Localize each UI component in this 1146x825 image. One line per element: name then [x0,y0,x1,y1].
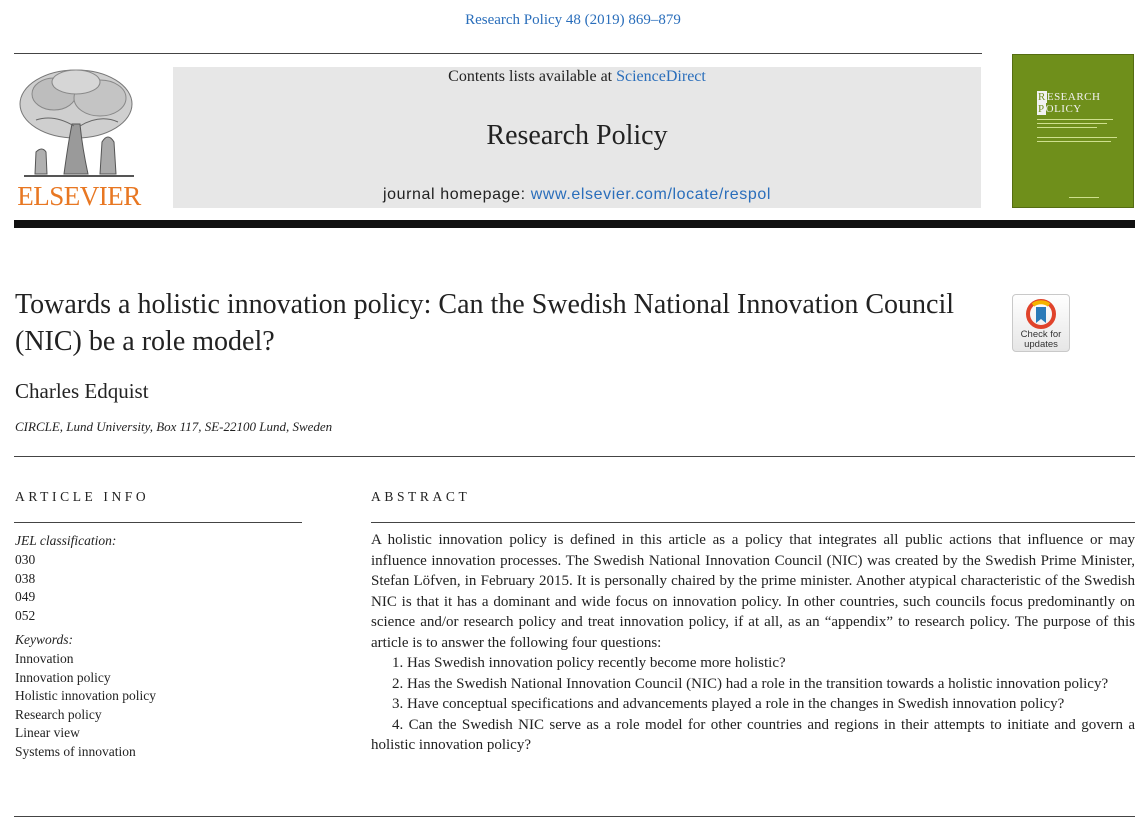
contents-availability [173,68,981,86]
cover-subtitle-line [1037,119,1113,120]
cover-subtitle-line [1037,137,1117,138]
check-updates-label [1013,330,1069,350]
cover-subtitle-line [1037,123,1107,124]
jel-classification-label: JEL classification: [15,533,117,548]
check-for-updates-button[interactable] [1012,294,1070,352]
header-thick-rule [14,220,1135,228]
keyword-item: Innovation policy [15,669,111,685]
abstract-intro: A holistic innovation policy is defined in this article as a policy that integrates all public actions that influence or may influence innovation processes. The Swedish National Innovation Council (NIC) was created by the Swedish Prime Minister, Stefan Löfven, in February 2015. It is personally chaired by the prime minister. Another atypical characteristic of the Swedish NIC is that it has a dominant and wide focus on innovation policy. In other countries, such councils focus predominantly on science and/or research policy and treat innovation policy, if at all, as an “appendix” to research policy. The purpose of this article is to answer the following four questions: [371,532,1135,651]
keyword-item: Linear view [15,725,80,740]
keyword-item: Holistic innovation policy [15,688,156,703]
abstract-heading: ABSTRACT [371,489,471,504]
journal-citation[interactable]: Research Policy 48 (2019) 869–879 [465,12,681,28]
jel-code: 049 [15,589,36,604]
keyword-item: Research policy [15,706,102,722]
cover-title-line2: OLICY [1045,103,1082,115]
bookmark-icon [1013,297,1069,331]
abstract-bottom-rule [14,816,1135,817]
cover-subtitle-line [1037,141,1111,142]
journal-homepage [173,186,981,204]
jel-code: 052 [15,607,36,623]
cover-title-line1: ESEARCH [1046,91,1101,103]
check-updates-line1: Check for [1020,329,1062,340]
sciencedirect-link[interactable]: ScienceDirect [616,68,706,85]
author-affiliation: CIRCLE, Lund University, Box 117, SE-22100 Lund, Sweden [15,419,333,434]
title-divider [14,456,1135,457]
abstract-body [371,530,1135,756]
author-name[interactable]: Charles Edquist [15,379,149,403]
cover-subtitle-line [1037,127,1097,128]
abstract-question: 1. Has Swedish innovation policy recently become more holistic? [392,655,786,671]
jel-code: 030 [15,552,36,567]
article-info-heading: ARTICLE INFO [15,489,150,504]
article-title: Towards a holistic innovation policy: Can the Swedish National Innovation Council (NIC) be a role model? [15,289,955,357]
jel-code: 038 [15,570,36,586]
journal-title: Research Policy [486,120,668,151]
check-updates-line2: updates [1024,339,1058,350]
homepage-link[interactable]: www.elsevier.com/locate/respol [530,186,772,203]
abstract-question: 4. Can the Swedish NIC serve as a role model for other countries and regions in their attempts to initiate and govern a holistic innovation policy? [371,716,1135,753]
homepage-prefix: journal homepage: [382,186,531,203]
article-info-divider [14,522,302,523]
keywords-label: Keywords: [15,632,73,647]
elsevier-logo[interactable] [14,64,144,212]
keyword-item: Systems of innovation [15,743,136,759]
cover-cap-p: P [1038,103,1045,115]
keyword-item: Innovation [15,651,74,666]
cover-footer-line [1069,197,1099,198]
journal-cover-thumbnail[interactable] [1012,54,1134,208]
cover-cap-r: R [1038,91,1046,103]
jel-code-list [15,551,35,625]
contents-prefix: Contents lists available at [448,68,617,85]
abstract-question: 3. Have conceptual specifications and advancements played a role in the changes in Swedish innovation policy? [392,696,1065,712]
cover-title [1037,91,1100,115]
header-divider [14,53,982,54]
elsevier-tree-icon [14,64,144,182]
keyword-list [15,650,156,761]
abstract-question: 2. Has the Swedish National Innovation Council (NIC) had a role in the transition towards a holistic innovation policy? [392,675,1109,692]
elsevier-wordmark: ELSEVIER [17,181,141,211]
abstract-divider [371,522,1135,523]
